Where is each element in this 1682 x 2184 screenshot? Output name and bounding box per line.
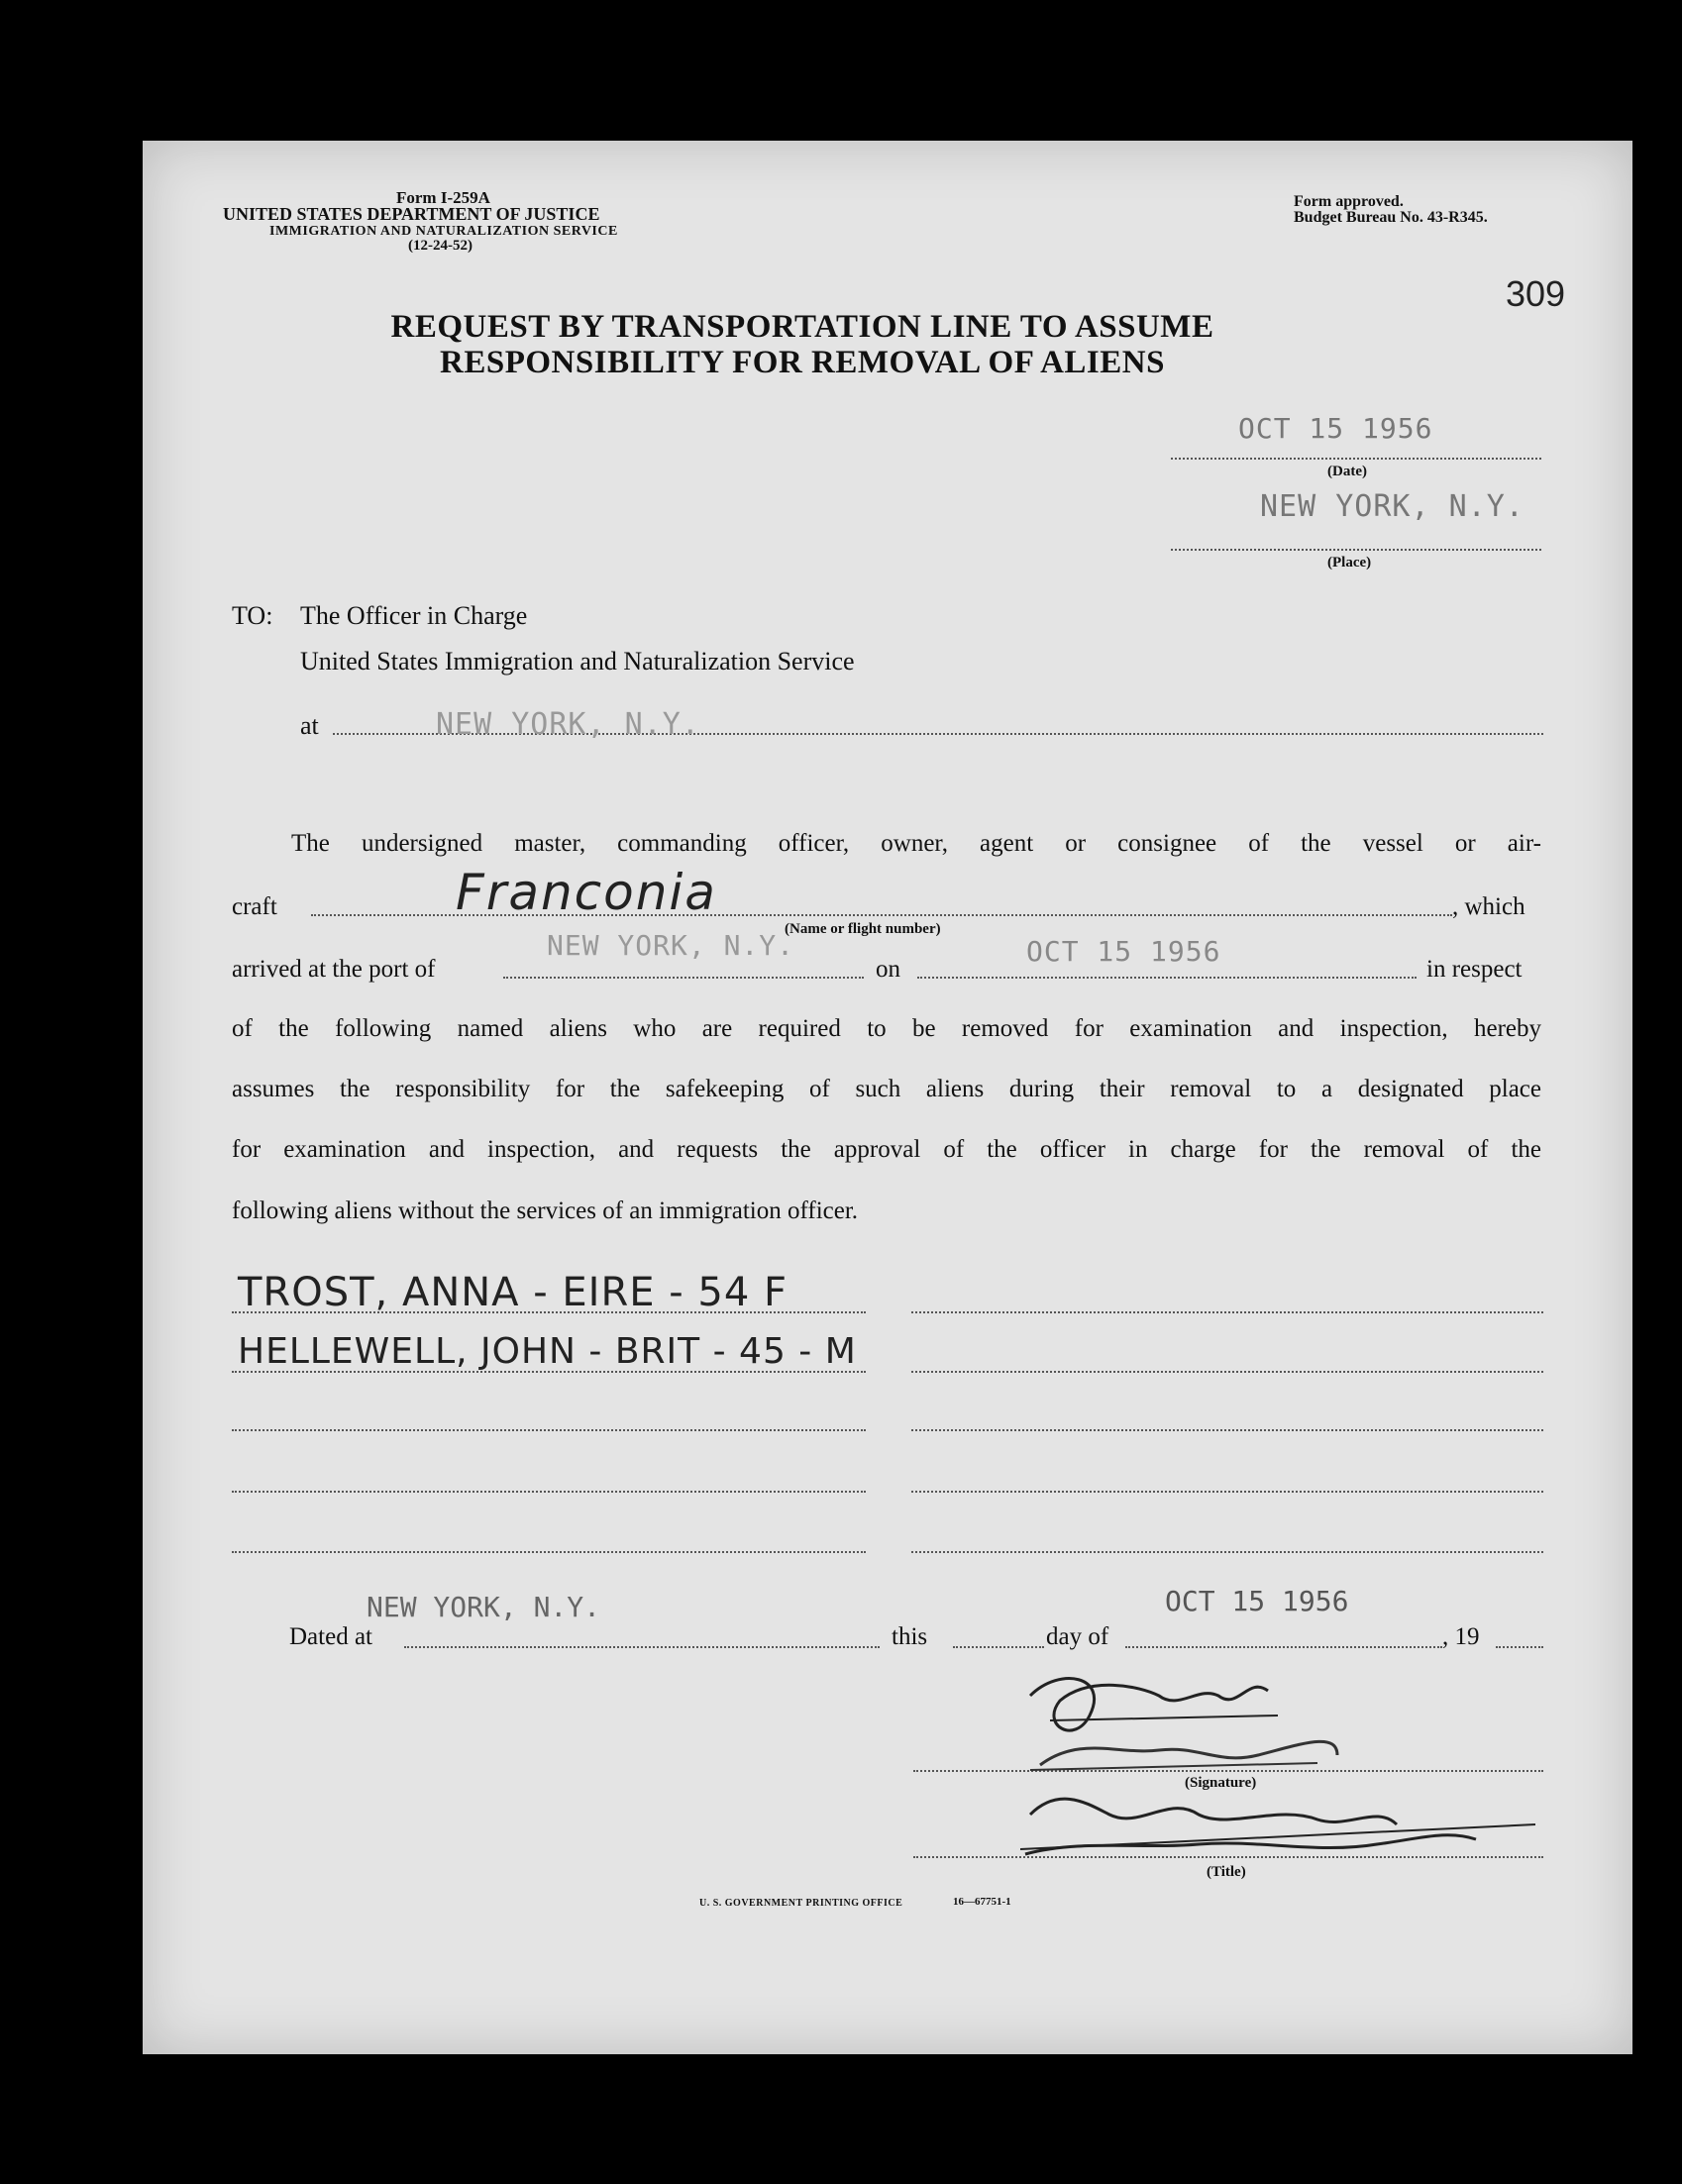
title-caption: (Title) xyxy=(1207,1864,1246,1880)
dated-at-label: Dated at xyxy=(289,1623,372,1650)
day-line xyxy=(1125,1646,1442,1648)
arrived-label: arrived at the port of xyxy=(232,956,436,983)
year-line xyxy=(1496,1646,1543,1648)
alien-line-1b xyxy=(911,1311,1543,1313)
alien-entry-2: HELLEWELL, JOHN - BRIT - 45 - M xyxy=(238,1331,857,1372)
signature-caption: (Signature) xyxy=(1185,1775,1257,1791)
body-line-5: assumes the responsibility for the safekeeping of such aliens during their removal to a designated place xyxy=(232,1076,1541,1102)
craft-label: craft xyxy=(232,893,277,920)
day-of-label: day of xyxy=(1046,1623,1109,1650)
form-edition: (12-24-52) xyxy=(408,238,473,254)
page-number: 309 xyxy=(1506,273,1566,314)
arrival-date-line xyxy=(917,977,1417,979)
to-label: TO: xyxy=(232,601,273,630)
dated-at-line xyxy=(404,1646,880,1648)
approval-line-2: Budget Bureau No. 43-R345. xyxy=(1294,209,1488,226)
alien-entry-1: TROST, ANNA - EIRE - 54 F xyxy=(238,1270,788,1315)
department-name: UNITED STATES DEPARTMENT OF JUSTICE xyxy=(223,204,600,224)
at-label: at xyxy=(300,711,319,740)
on-label: on xyxy=(876,956,900,983)
form-title-line-1: REQUEST BY TRANSPORTATION LINE TO ASSUME xyxy=(390,309,1214,345)
alien-line-3a xyxy=(232,1429,866,1431)
dated-place-stamp: NEW YORK, N.Y. xyxy=(367,1591,601,1623)
day-stamp: OCT 15 1956 xyxy=(1165,1585,1349,1617)
port-line xyxy=(503,977,864,979)
service-name: IMMIGRATION AND NATURALIZATION SERVICE xyxy=(269,224,618,239)
body-line-1: The undersigned master, commanding officer, owner, agent or consignee of the vessel or air- xyxy=(291,830,1541,857)
place-line xyxy=(1171,549,1541,551)
printing-office: U. S. GOVERNMENT PRINTING OFFICE xyxy=(699,1898,903,1909)
form-title-line-2: RESPONSIBILITY FOR REMOVAL OF ALIENS xyxy=(440,345,1165,380)
this-line xyxy=(953,1646,1044,1648)
place-caption: (Place) xyxy=(1327,555,1372,571)
alien-line-5b xyxy=(911,1551,1543,1553)
port-stamp: NEW YORK, N.Y. xyxy=(547,929,795,962)
body-line-6: for examination and inspection, and requests the approval of the officer in charge for the removal of the xyxy=(232,1136,1541,1163)
date-caption: (Date) xyxy=(1327,464,1367,479)
date-stamp: OCT 15 1956 xyxy=(1238,412,1433,445)
at-stamp: NEW YORK, N.Y. xyxy=(436,707,700,742)
arrival-date-stamp: OCT 15 1956 xyxy=(1026,935,1221,968)
alien-line-2b xyxy=(911,1371,1543,1373)
this-label: this xyxy=(892,1623,928,1650)
vessel-caption: (Name or flight number) xyxy=(785,921,941,937)
form-number: Form I-259A xyxy=(396,188,490,207)
alien-line-3b xyxy=(911,1429,1543,1431)
date-line xyxy=(1171,458,1541,460)
alien-line-4a xyxy=(232,1491,866,1493)
alien-line-4b xyxy=(911,1491,1543,1493)
alien-line-5a xyxy=(232,1551,866,1553)
addressee-line-2: United States Immigration and Naturalization Service xyxy=(300,647,855,676)
vessel-name: Franconia xyxy=(456,864,717,921)
year-label: , 19 xyxy=(1442,1623,1480,1650)
body-line-7: following aliens without the services of an immigration officer. xyxy=(232,1197,859,1224)
respect-label: in respect xyxy=(1426,956,1523,983)
approval-line-1: Form approved. xyxy=(1294,193,1404,210)
which-label: , which xyxy=(1452,893,1525,920)
body-line-4: of the following named aliens who are required to be removed for examination and inspection, hereby xyxy=(232,1015,1541,1042)
alien-line-1a xyxy=(232,1311,866,1313)
place-stamp: NEW YORK, N.Y. xyxy=(1260,489,1524,524)
signature-scribble xyxy=(1020,1656,1555,1874)
alien-line-2a xyxy=(232,1371,866,1373)
addressee-line-1: The Officer in Charge xyxy=(300,601,528,630)
print-code: 16—67751-1 xyxy=(953,1896,1011,1908)
